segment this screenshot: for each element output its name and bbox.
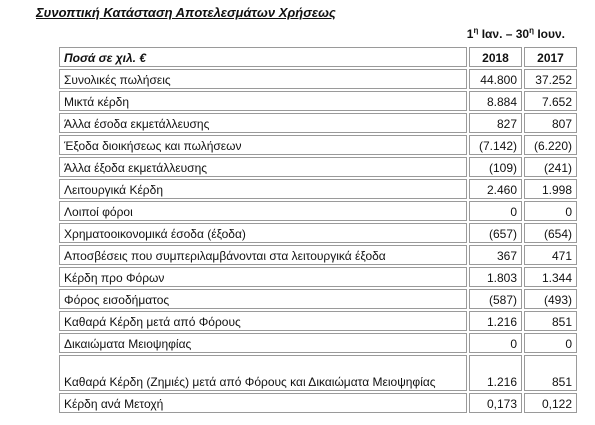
row-value-2018: (109) [469, 157, 522, 177]
row-value-2018: 827 [469, 113, 522, 133]
row-value-2017: 7.652 [524, 91, 577, 111]
row-value-2017: 1.344 [524, 267, 577, 287]
table-body [59, 69, 577, 413]
table-row [59, 267, 577, 287]
period-end-sup: η [529, 26, 534, 35]
row-value-2018: 2.460 [469, 179, 522, 199]
row-value-2018: 1.803 [469, 267, 522, 287]
page-title: Συνοπτική Κατάσταση Αποτελεσμάτων Χρήσεως [36, 5, 336, 20]
row-value-2017: 37.252 [524, 69, 577, 89]
row-value-2018: 367 [469, 245, 522, 265]
row-value-2018: 0,173 [469, 393, 522, 413]
row-label: Λειτουργικά Κέρδη [59, 179, 467, 199]
table-row [59, 245, 577, 265]
row-label: Δικαιώματα Μειοψηφίας [59, 333, 467, 353]
table-row [59, 355, 577, 391]
row-value-2018: 0 [469, 201, 522, 221]
row-label: Κέρδη ανά Μετοχή [59, 393, 467, 413]
row-value-2018: 8.884 [469, 91, 522, 111]
row-label: Συνολικές πωλήσεις [59, 69, 467, 89]
row-value-2018: (657) [469, 223, 522, 243]
table-row [59, 113, 577, 133]
table-row [59, 333, 577, 353]
row-label: Καθαρά Κέρδη (Ζημιές) μετά από Φόρους και Δικαιώματα Μειοψηφίας [59, 355, 467, 391]
row-value-2017: (241) [524, 157, 577, 177]
income-statement-table [57, 45, 579, 415]
table-row [59, 69, 577, 89]
row-label: Χρηματοοικονομικά έσοδα (έξοδα) [59, 223, 467, 243]
table-row [59, 91, 577, 111]
row-label: Άλλα έξοδα εκμετάλλευσης [59, 157, 467, 177]
row-value-2017: 807 [524, 113, 577, 133]
row-value-2018: (7.142) [469, 135, 522, 155]
row-value-2017: 0 [524, 333, 577, 353]
row-label: Καθαρά Κέρδη μετά από Φόρους [59, 311, 467, 331]
row-value-2017: (6.220) [524, 135, 577, 155]
row-label: Λοιποί φόροι [59, 201, 467, 221]
row-label: Αποσβέσεις που συμπεριλαμβάνονται στα λειτουργικά έξοδα [59, 245, 467, 265]
table-row [59, 157, 577, 177]
period-end-month: Ιουν. [537, 27, 565, 41]
row-label: Κέρδη προ Φόρων [59, 267, 467, 287]
header-amounts-label: Ποσά σε χιλ. € [59, 47, 467, 67]
row-value-2017: 471 [524, 245, 577, 265]
header-year-2018: 2018 [469, 47, 522, 67]
row-value-2017: 0 [524, 201, 577, 221]
row-value-2018: 44.800 [469, 69, 522, 89]
table-row [59, 179, 577, 199]
table-row [59, 135, 577, 155]
period-start-sup: η [473, 26, 479, 35]
period-start-day: 1 [466, 27, 474, 41]
row-value-2017: (654) [524, 223, 577, 243]
row-value-2017: (493) [524, 289, 577, 309]
row-value-2018: 0 [469, 333, 522, 353]
row-value-2017: 0,122 [524, 393, 577, 413]
table-row [59, 393, 577, 413]
header-year-2017: 2017 [524, 47, 577, 67]
row-value-2018: 1.216 [469, 355, 522, 391]
period-start-month: Ιαν. – 30 [481, 27, 530, 41]
table-row [59, 289, 577, 309]
row-value-2017: 851 [524, 355, 577, 391]
row-label: Άλλα έσοδα εκμετάλλευσης [59, 113, 467, 133]
row-label: Έξοδα διοικήσεως και πωλήσεων [59, 135, 467, 155]
table-row [59, 201, 577, 221]
row-value-2018: 1.216 [469, 311, 522, 331]
row-label: Μικτά κέρδη [59, 91, 467, 111]
row-value-2017: 1.998 [524, 179, 577, 199]
table-header-row [59, 47, 577, 67]
row-value-2017: 851 [524, 311, 577, 331]
row-label: Φόρος εισοδήματος [59, 289, 467, 309]
period-heading [467, 26, 565, 41]
table-row [59, 311, 577, 331]
table-row [59, 223, 577, 243]
row-value-2018: (587) [469, 289, 522, 309]
